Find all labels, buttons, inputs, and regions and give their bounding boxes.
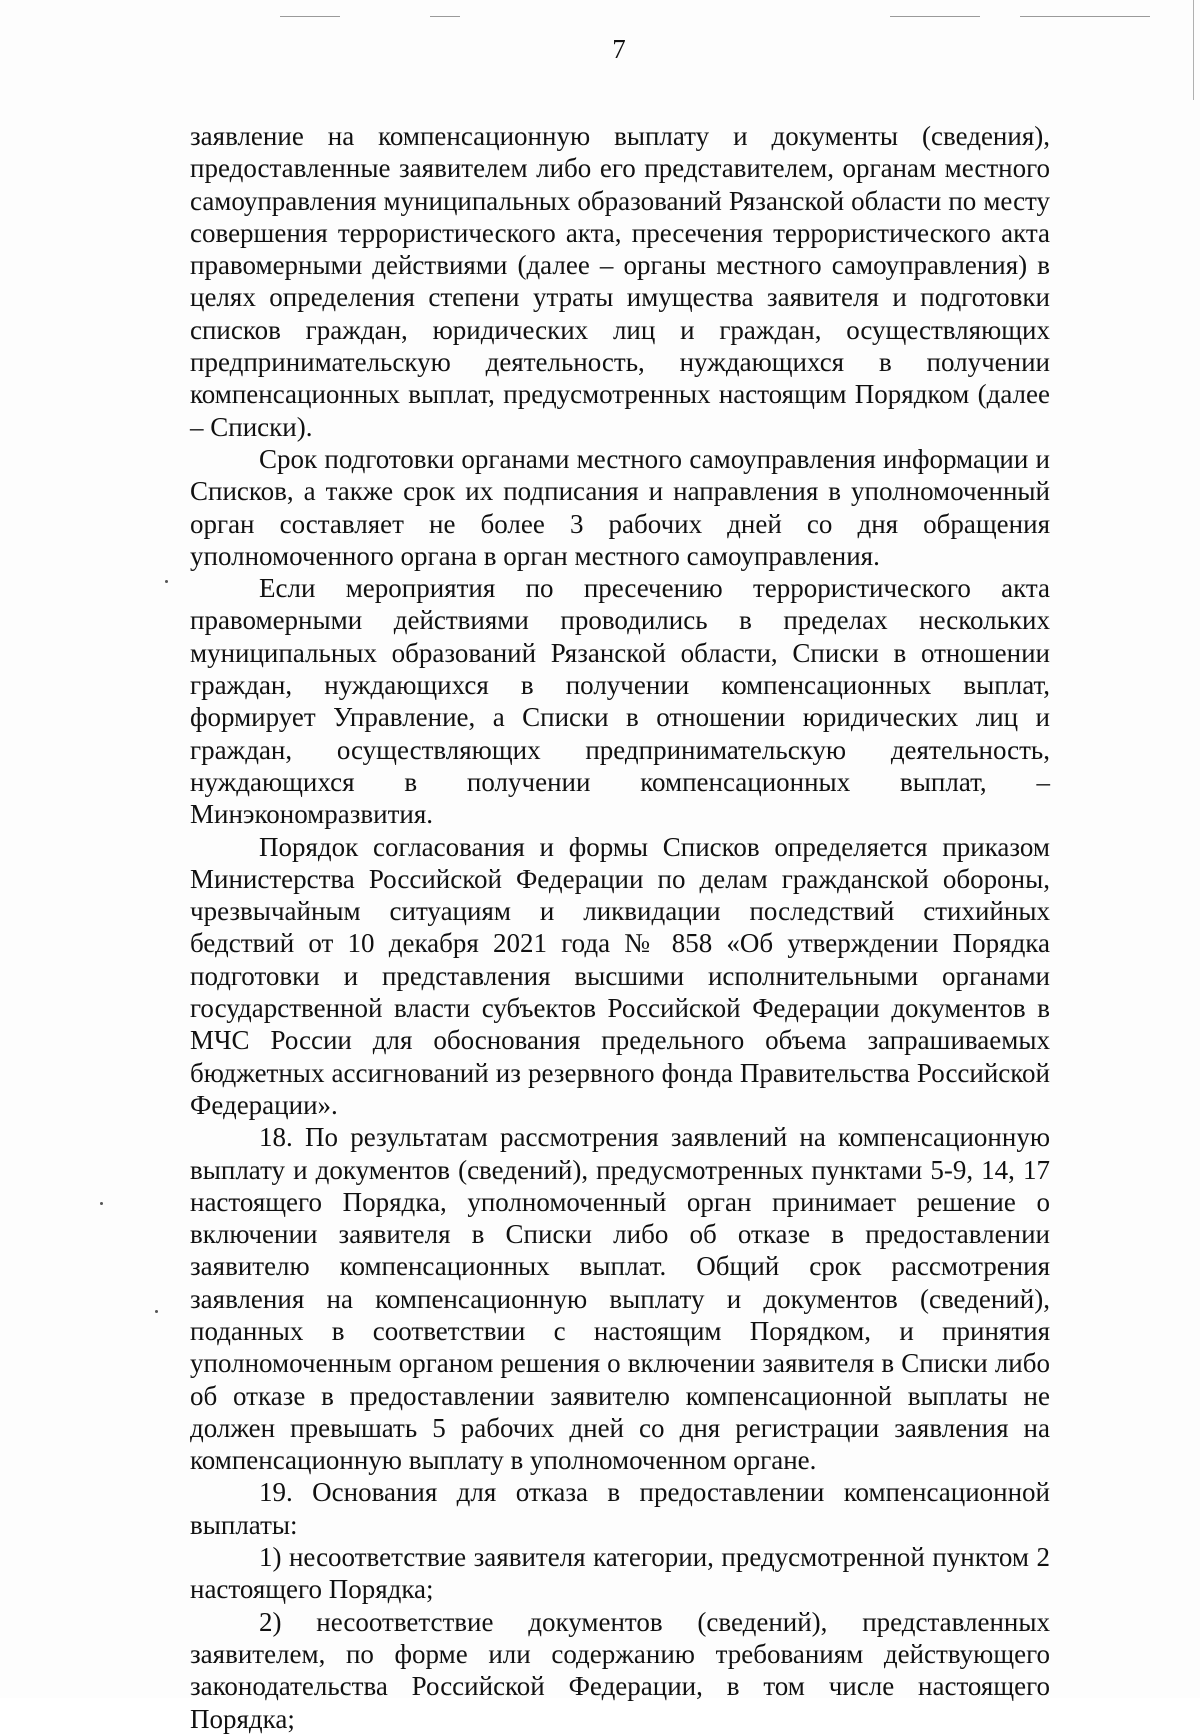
scan-artifact-speck bbox=[165, 580, 168, 583]
paragraph-item-19: 19. Основания для отказа в предоставлении компенсационной выплаты: bbox=[190, 1477, 1050, 1540]
scan-artifact-line bbox=[280, 16, 340, 17]
document-body bbox=[190, 120, 1050, 1735]
paragraph-deadline-lists: Срок подготовки органами местного самоуправления информации и Списков, а также срок их подписания и направления в уполномоченный орган составляет не более 3 рабочих дней со дня обращения уполномоченного органа в орган местного самоуправления. bbox=[190, 443, 1050, 571]
page-number: 7 bbox=[612, 34, 626, 64]
paragraph-continuation: заявление на компенсационную выплату и документы (сведения), предоставленные заявителем либо его представителем, органам местного самоуправления муниципальных образований Рязанской области по месту совершения террористического акта, пресечения террористического акта правомерными действиями (далее – органы местного самоуправления) в целях определения степени утраты имущества заявителя и подготовки списков граждан, юридических лиц и граждан, осуществляющих предпринимательскую деятельность, нуждающихся в получении компенсационных выплат, предусмотренных настоящим Порядком (далее – Списки). bbox=[190, 121, 1050, 442]
paragraph-multiple-municipalities: Если мероприятия по пресечению террористического акта правомерными действиями проводились в пределах нескольких муниципальных образований Рязанской области, Списки в отношении граждан, нуждающихся в получении компенсационных выплат, формирует Управление, а Списки в отношении юридических лиц и граждан, осуществляющих предпринимательскую деятельность, нуждающихся в получении компенсационных выплат, – Минэкономразвития. bbox=[190, 573, 1050, 830]
scan-artifact-line bbox=[430, 16, 460, 17]
scan-artifact-speck bbox=[100, 1202, 103, 1205]
paragraph-approval-order: Порядок согласования и формы Списков определяется приказом Министерства Российской Федерации по делам гражданской обороны, чрезвычайным ситуациям и ликвидации последствий стихийных бедствий от 10 декабря 2021 года № 858 «Об утверждении Порядка подготовки и представления высшими исполнительными органами государственной власти субъектов Российской Федерации документов в МЧС России для обоснования предельного объема запрашиваемых бюджетных ассигнований из резервного фонда Правительства Российской Федерации». bbox=[190, 831, 1050, 1120]
scan-artifact-speck bbox=[155, 1310, 158, 1313]
scan-artifact-line bbox=[1020, 16, 1150, 17]
paragraph-item-18: 18. По результатам рассмотрения заявлений на компенсационную выплату и документов (сведений), предусмотренных пунктами 5-9, 14, 17 настоящего Порядка, уполномоченный орган принимает решение о включении заявителя в Списки либо об отказе в предоставлении заявителю компенсационных выплат. Общий срок рассмотрения заявления на компенсационную выплату и документов (сведений), поданных в соответствии с настоящим Порядком, и принятия уполномоченным органом решения о включении заявителя в Списки либо об отказе в предоставлении заявителю компенсационной выплаты не должен превышать 5 рабочих дней со дня регистрации заявления на компенсационную выплату в уполномоченном органе. bbox=[190, 1122, 1050, 1476]
scan-artifact-line bbox=[890, 16, 980, 17]
paragraph-item-19-sub-1: 1) несоответствие заявителя категории, предусмотренной пунктом 2 настоящего Порядка; bbox=[190, 1542, 1050, 1605]
paragraph-item-19-sub-2: 2) несоответствие документов (сведений), представленных заявителем, по форме или содержанию требованиям действующего законодательства Российской Федерации, в том числе настоящего Порядка; bbox=[190, 1606, 1050, 1734]
